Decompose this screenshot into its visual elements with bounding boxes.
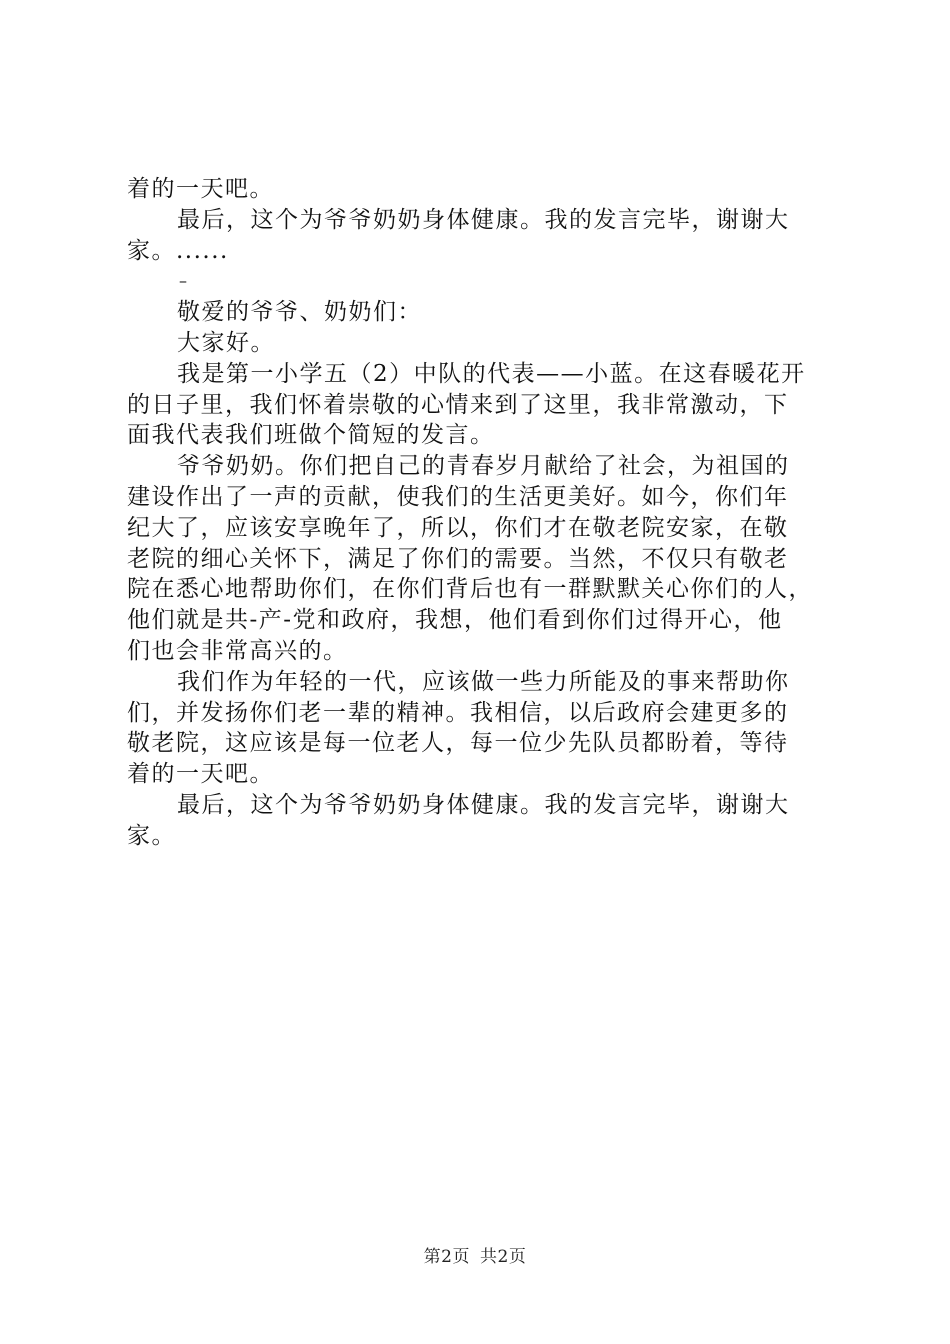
text-line: 院在悉心地帮助你们，在你们背后也有一群默默关心你们的人， <box>127 576 813 603</box>
text-line: 敬老院，这应该是每一位老人，每一位少先队员都盼着，等待 <box>127 730 789 757</box>
text-line: 最后，这个为爷爷奶奶身体健康。我的发言完毕，谢谢大 <box>177 206 790 233</box>
text-line: 着的一天吧。 <box>127 761 274 788</box>
salutation: 敬爱的爷爷、奶奶们： <box>177 299 422 326</box>
text-line: 着的一天吧。 <box>127 176 274 202</box>
text-line: 家。...... <box>127 237 229 264</box>
text-line: 的日子里，我们怀着崇敬的心情来到了这里，我非常激动，下 <box>127 391 789 418</box>
text-line: 家。 <box>127 822 176 849</box>
text-line: 我是第一小学五（2）中队的代表——小蓝。在这春暖花开 <box>177 360 806 387</box>
page-total: 共2页 <box>480 1247 527 1267</box>
text-line: 最后，这个为爷爷奶奶身体健康。我的发言完毕，谢谢大 <box>177 791 790 818</box>
greeting: 大家好。 <box>177 329 275 356</box>
text-line: 们也会非常高兴的。 <box>127 637 348 664</box>
page-number: 第2页 <box>423 1247 470 1267</box>
text-line: 我们作为年轻的一代，应该做一些力所能及的事来帮助你 <box>177 668 790 695</box>
text-line: 建设作出了一声的贡献，使我们的生活更美好。如今，你们年 <box>127 483 789 510</box>
text-line: 爷爷奶奶。你们把自己的青春岁月献给了社会，为祖国的 <box>177 453 790 480</box>
dash-mark: – <box>179 271 189 291</box>
text-line: 纪大了，应该安享晚年了，所以，你们才在敬老院安家，在敬 <box>127 514 789 541</box>
text-line: 们，并发扬你们老一辈的精神。我相信，以后政府会建更多的 <box>127 699 789 726</box>
page-footer <box>0 1242 950 1267</box>
document-body <box>127 174 832 852</box>
text-line: 他们就是共-产-党和政府，我想，他们看到你们过得开心，他 <box>127 607 783 634</box>
text-line: 面我代表我们班做个简短的发言。 <box>127 422 495 449</box>
text-line: 老院的细心关怀下，满足了你们的需要。当然，不仅只有敬老 <box>127 545 789 572</box>
